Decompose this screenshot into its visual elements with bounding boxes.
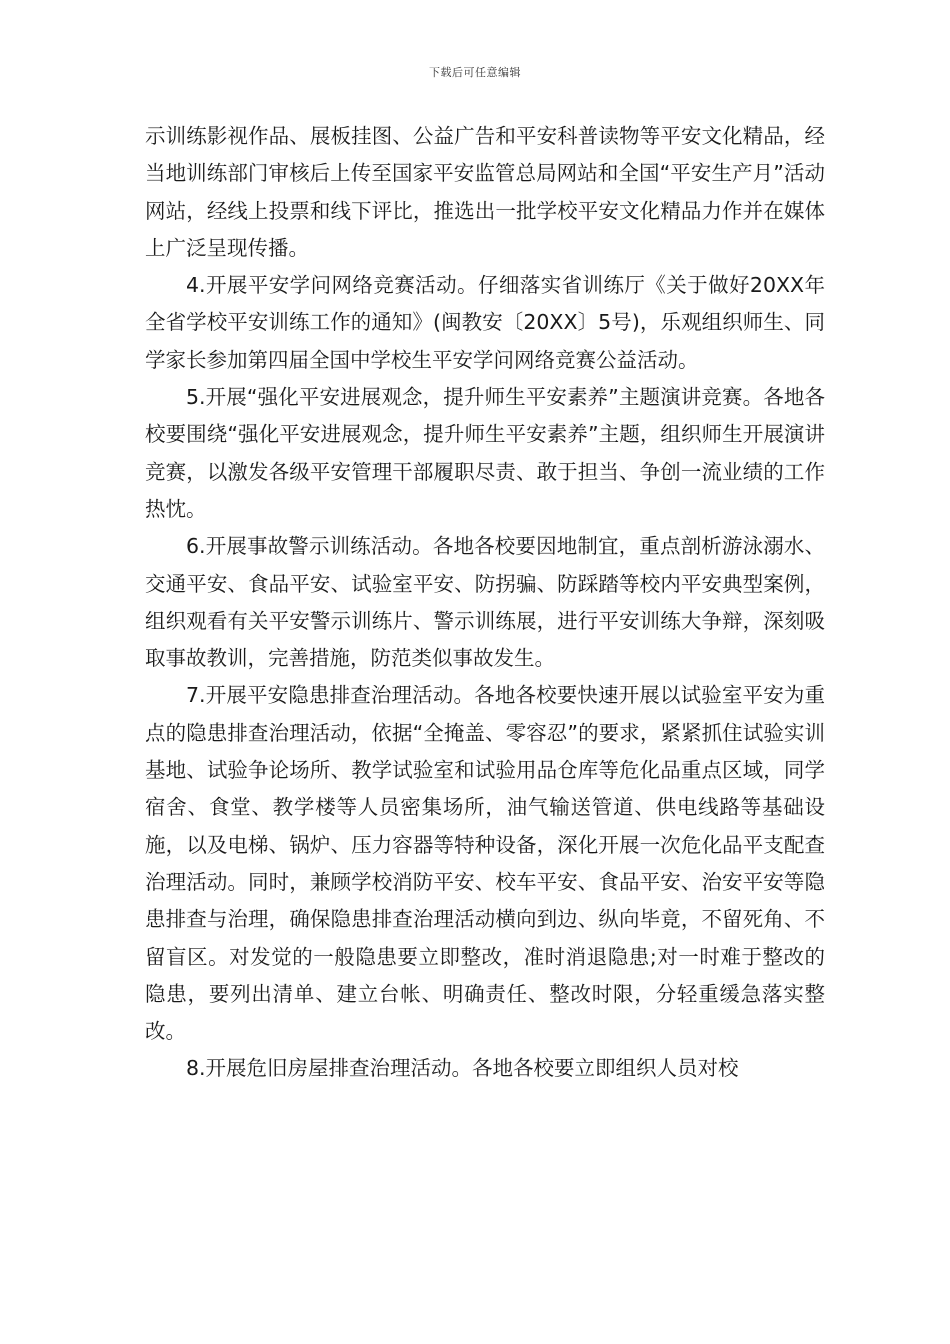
paragraph-item-4: 4.开展平安学问网络竞赛活动。仔细落实省训练厅《关于做好20XX年全省学校平安训练工作的通知》(闽教安〔20XX〕5号)，乐观组织师生、同学家长参加第四届全国中学校生平安学问网络竞赛公益活动。 — [145, 273, 825, 372]
paragraph-item-7: 7.开展平安隐患排查治理活动。各地各校要快速开展以试验室平安为重点的隐患排查治理活动，依据“全掩盖、零容忍”的要求，紧紧抓住试验实训基地、试验争论场所、教学试验室和试验用品仓库等危化品重点区域，同学宿舍、食堂、教学楼等人员密集场所，油气输送管道、供电线路等基础设施，以及电梯、锅炉、压力容器等特种设备，深化开展一次危化品平支配查治理活动。同时，兼顾学校消防平安、校车平安、食品平安、治安平安等隐患排查与治理，确保隐患排查治理活动横向到边、纵向毕竟，不留死角、不留盲区。对发觉的一般隐患要立即整改，准时消退隐患;对一时难于整改的隐患，要列出清单、建立台帐、明确责任、整改时限，分轻重缓急落实整改。 — [145, 683, 825, 1044]
paragraph-item-6: 6.开展事故警示训练活动。各地各校要因地制宜，重点剖析游泳溺水、交通平安、食品平安、试验室平安、防拐骗、防踩踏等校内平安典型案例，组织观看有关平安警示训练片、警示训练展，进行平安训练大争辩，深刻吸取事故教训，完善措施，防范类似事故发生。 — [145, 534, 825, 671]
paragraph-continuation: 示训练影视作品、展板挂图、公益广告和平安科普读物等平安文化精品，经当地训练部门审核后上传至国家平安监管总局网站和全国“平安生产月”活动网站，经线上投票和线下评比，推选出一批学校平安文化精品力作并在媒体上广泛呈现传播。 — [145, 124, 825, 260]
document-body — [145, 118, 825, 1088]
paragraph-item-5: 5.开展“强化平安进展观念，提升师生平安素养”主题演讲竞赛。各地各校要围绕“强化平安进展观念，提升师生平安素养”主题，组织师生开展演讲竞赛，以激发各级平安管理干部履职尽责、敢于担当、争创一流业绩的工作热忱。 — [145, 385, 825, 521]
page-header: 下载后可任意编辑 — [429, 66, 521, 79]
paragraph-item-8: 8.开展危旧房屋排查治理活动。各地各校要立即组织人员对校 — [186, 1056, 739, 1081]
